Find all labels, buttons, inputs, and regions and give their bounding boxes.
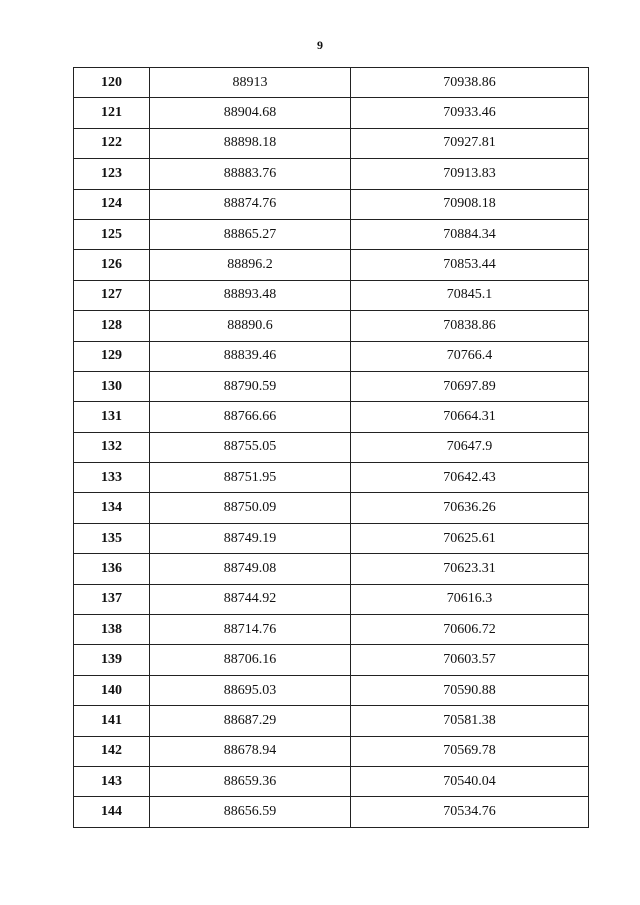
point-number-cell: 124: [74, 189, 150, 219]
x-coordinate-cell: 88883.76: [150, 159, 351, 189]
y-coordinate-cell: 70845.1: [351, 280, 589, 310]
y-coordinate-cell: 70647.9: [351, 432, 589, 462]
table-row: [74, 766, 589, 796]
table-row: [74, 311, 589, 341]
table-row: [74, 675, 589, 705]
x-coordinate-cell: 88755.05: [150, 432, 351, 462]
x-coordinate-cell: 88749.08: [150, 554, 351, 584]
x-coordinate-cell: 88898.18: [150, 128, 351, 158]
page-number: 9: [317, 38, 323, 52]
y-coordinate-cell: 70569.78: [351, 736, 589, 766]
coordinates-table-body: [74, 68, 589, 828]
table-row: [74, 706, 589, 736]
x-coordinate-cell: 88659.36: [150, 766, 351, 796]
x-coordinate-cell: 88744.92: [150, 584, 351, 614]
y-coordinate-cell: 70664.31: [351, 402, 589, 432]
y-coordinate-cell: 70766.4: [351, 341, 589, 371]
point-number-cell: 126: [74, 250, 150, 280]
point-number-cell: 141: [74, 706, 150, 736]
table-row: [74, 280, 589, 310]
y-coordinate-cell: 70636.26: [351, 493, 589, 523]
x-coordinate-cell: 88687.29: [150, 706, 351, 736]
table-row: [74, 554, 589, 584]
point-number-cell: 140: [74, 675, 150, 705]
point-number-cell: 122: [74, 128, 150, 158]
table-row: [74, 219, 589, 249]
x-coordinate-cell: 88749.19: [150, 523, 351, 553]
point-number-cell: 130: [74, 371, 150, 401]
table-row: [74, 523, 589, 553]
x-coordinate-cell: 88896.2: [150, 250, 351, 280]
x-coordinate-cell: 88678.94: [150, 736, 351, 766]
y-coordinate-cell: 70838.86: [351, 311, 589, 341]
table-row: [74, 402, 589, 432]
table-row: [74, 159, 589, 189]
x-coordinate-cell: 88695.03: [150, 675, 351, 705]
point-number-cell: 131: [74, 402, 150, 432]
y-coordinate-cell: 70616.3: [351, 584, 589, 614]
table-row: [74, 584, 589, 614]
y-coordinate-cell: 70540.04: [351, 766, 589, 796]
table-row: [74, 615, 589, 645]
point-number-cell: 143: [74, 766, 150, 796]
y-coordinate-cell: 70927.81: [351, 128, 589, 158]
y-coordinate-cell: 70625.61: [351, 523, 589, 553]
table-row: [74, 645, 589, 675]
y-coordinate-cell: 70603.57: [351, 645, 589, 675]
point-number-cell: 142: [74, 736, 150, 766]
x-coordinate-cell: 88913: [150, 68, 351, 98]
x-coordinate-cell: 88751.95: [150, 463, 351, 493]
y-coordinate-cell: 70623.31: [351, 554, 589, 584]
x-coordinate-cell: 88865.27: [150, 219, 351, 249]
point-number-cell: 144: [74, 797, 150, 827]
table-row: [74, 98, 589, 128]
coordinates-table: [73, 67, 589, 828]
x-coordinate-cell: 88656.59: [150, 797, 351, 827]
table-row: [74, 128, 589, 158]
x-coordinate-cell: 88839.46: [150, 341, 351, 371]
y-coordinate-cell: 70908.18: [351, 189, 589, 219]
table-row: [74, 371, 589, 401]
y-coordinate-cell: 70933.46: [351, 98, 589, 128]
y-coordinate-cell: 70642.43: [351, 463, 589, 493]
y-coordinate-cell: 70853.44: [351, 250, 589, 280]
table-row: [74, 432, 589, 462]
x-coordinate-cell: 88874.76: [150, 189, 351, 219]
point-number-cell: 121: [74, 98, 150, 128]
point-number-cell: 133: [74, 463, 150, 493]
y-coordinate-cell: 70913.83: [351, 159, 589, 189]
table-row: [74, 797, 589, 827]
y-coordinate-cell: 70534.76: [351, 797, 589, 827]
point-number-cell: 125: [74, 219, 150, 249]
point-number-cell: 138: [74, 615, 150, 645]
y-coordinate-cell: 70938.86: [351, 68, 589, 98]
point-number-cell: 135: [74, 523, 150, 553]
y-coordinate-cell: 70590.88: [351, 675, 589, 705]
x-coordinate-cell: 88790.59: [150, 371, 351, 401]
point-number-cell: 129: [74, 341, 150, 371]
table-row: [74, 493, 589, 523]
table-row: [74, 736, 589, 766]
x-coordinate-cell: 88890.6: [150, 311, 351, 341]
point-number-cell: 137: [74, 584, 150, 614]
x-coordinate-cell: 88893.48: [150, 280, 351, 310]
x-coordinate-cell: 88904.68: [150, 98, 351, 128]
x-coordinate-cell: 88766.66: [150, 402, 351, 432]
table-row: [74, 463, 589, 493]
y-coordinate-cell: 70606.72: [351, 615, 589, 645]
y-coordinate-cell: 70884.34: [351, 219, 589, 249]
point-number-cell: 139: [74, 645, 150, 675]
point-number-cell: 127: [74, 280, 150, 310]
x-coordinate-cell: 88750.09: [150, 493, 351, 523]
table-row: [74, 250, 589, 280]
point-number-cell: 136: [74, 554, 150, 584]
y-coordinate-cell: 70581.38: [351, 706, 589, 736]
point-number-cell: 132: [74, 432, 150, 462]
x-coordinate-cell: 88706.16: [150, 645, 351, 675]
point-number-cell: 120: [74, 68, 150, 98]
table-row: [74, 68, 589, 98]
x-coordinate-cell: 88714.76: [150, 615, 351, 645]
point-number-cell: 128: [74, 311, 150, 341]
point-number-cell: 123: [74, 159, 150, 189]
table-row: [74, 189, 589, 219]
table-row: [74, 341, 589, 371]
point-number-cell: 134: [74, 493, 150, 523]
y-coordinate-cell: 70697.89: [351, 371, 589, 401]
